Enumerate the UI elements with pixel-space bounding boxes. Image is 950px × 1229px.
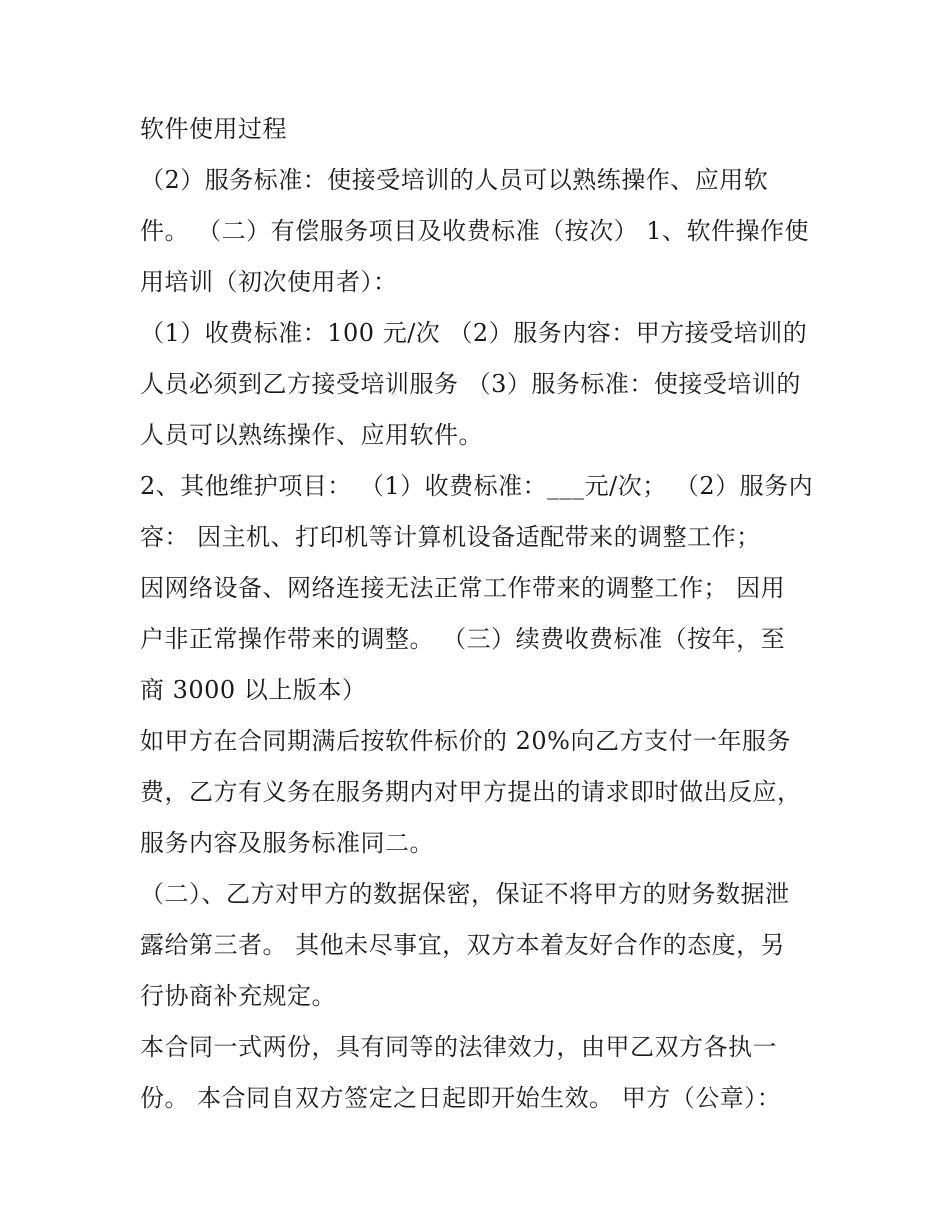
text-line: 户非正常操作带来的调整。 （三）续费收费标准（按年，至 <box>140 625 786 653</box>
text-line: 商 3000 以上版本） <box>140 676 367 704</box>
text-line: 2、其他维护项目： （1）收费标准：___元/次； （2）服务内 <box>140 472 814 500</box>
text-line: （二）、乙方对甲方的数据保密，保证不将甲方的财务数据泄 <box>140 880 790 908</box>
text-line: 服务内容及服务标准同二。 <box>140 829 434 857</box>
text-line: 用培训（初次使用者）： <box>140 268 398 296</box>
text-line: 容： 因主机、打印机等计算机设备适配带来的调整工作； <box>140 523 761 551</box>
text-line: （2）服务标准：使接受培训的人员可以熟练操作、应用软 <box>140 166 769 194</box>
text-line: 露给第三者。 其他未尽事宜，双方本着友好合作的态度，另 <box>140 931 786 959</box>
text-line: 人员必须到乙方接受培训服务 （3）服务标准：使接受培训的 <box>140 370 801 398</box>
text-line: （1）收费标准：100 元/次 （2）服务内容：甲方接受培训的 <box>140 319 808 347</box>
text-line: 软件使用过程 <box>140 115 287 143</box>
text-line: 费，乙方有义务在服务期内对甲方提出的请求即时做出反应， <box>140 778 802 806</box>
text-line: 份。 本合同自双方签定之日起即开始生效。 甲方（公章）： <box>140 1084 782 1112</box>
text-line: 因网络设备、网络连接无法正常工作带来的调整工作； 因用 <box>140 574 786 602</box>
text-line: 如甲方在合同期满后按软件标价的 20%向乙方支付一年服务 <box>140 727 791 755</box>
text-line: 本合同一式两份，具有同等的法律效力，由甲乙双方各执一 <box>140 1033 777 1061</box>
text-line: 行协商补充规定。 <box>140 982 336 1010</box>
text-line: 件。 （二）有偿服务项目及收费标准（按次） 1、软件操作使 <box>140 217 810 245</box>
text-line: 人员可以熟练操作、应用软件。 <box>140 421 483 449</box>
